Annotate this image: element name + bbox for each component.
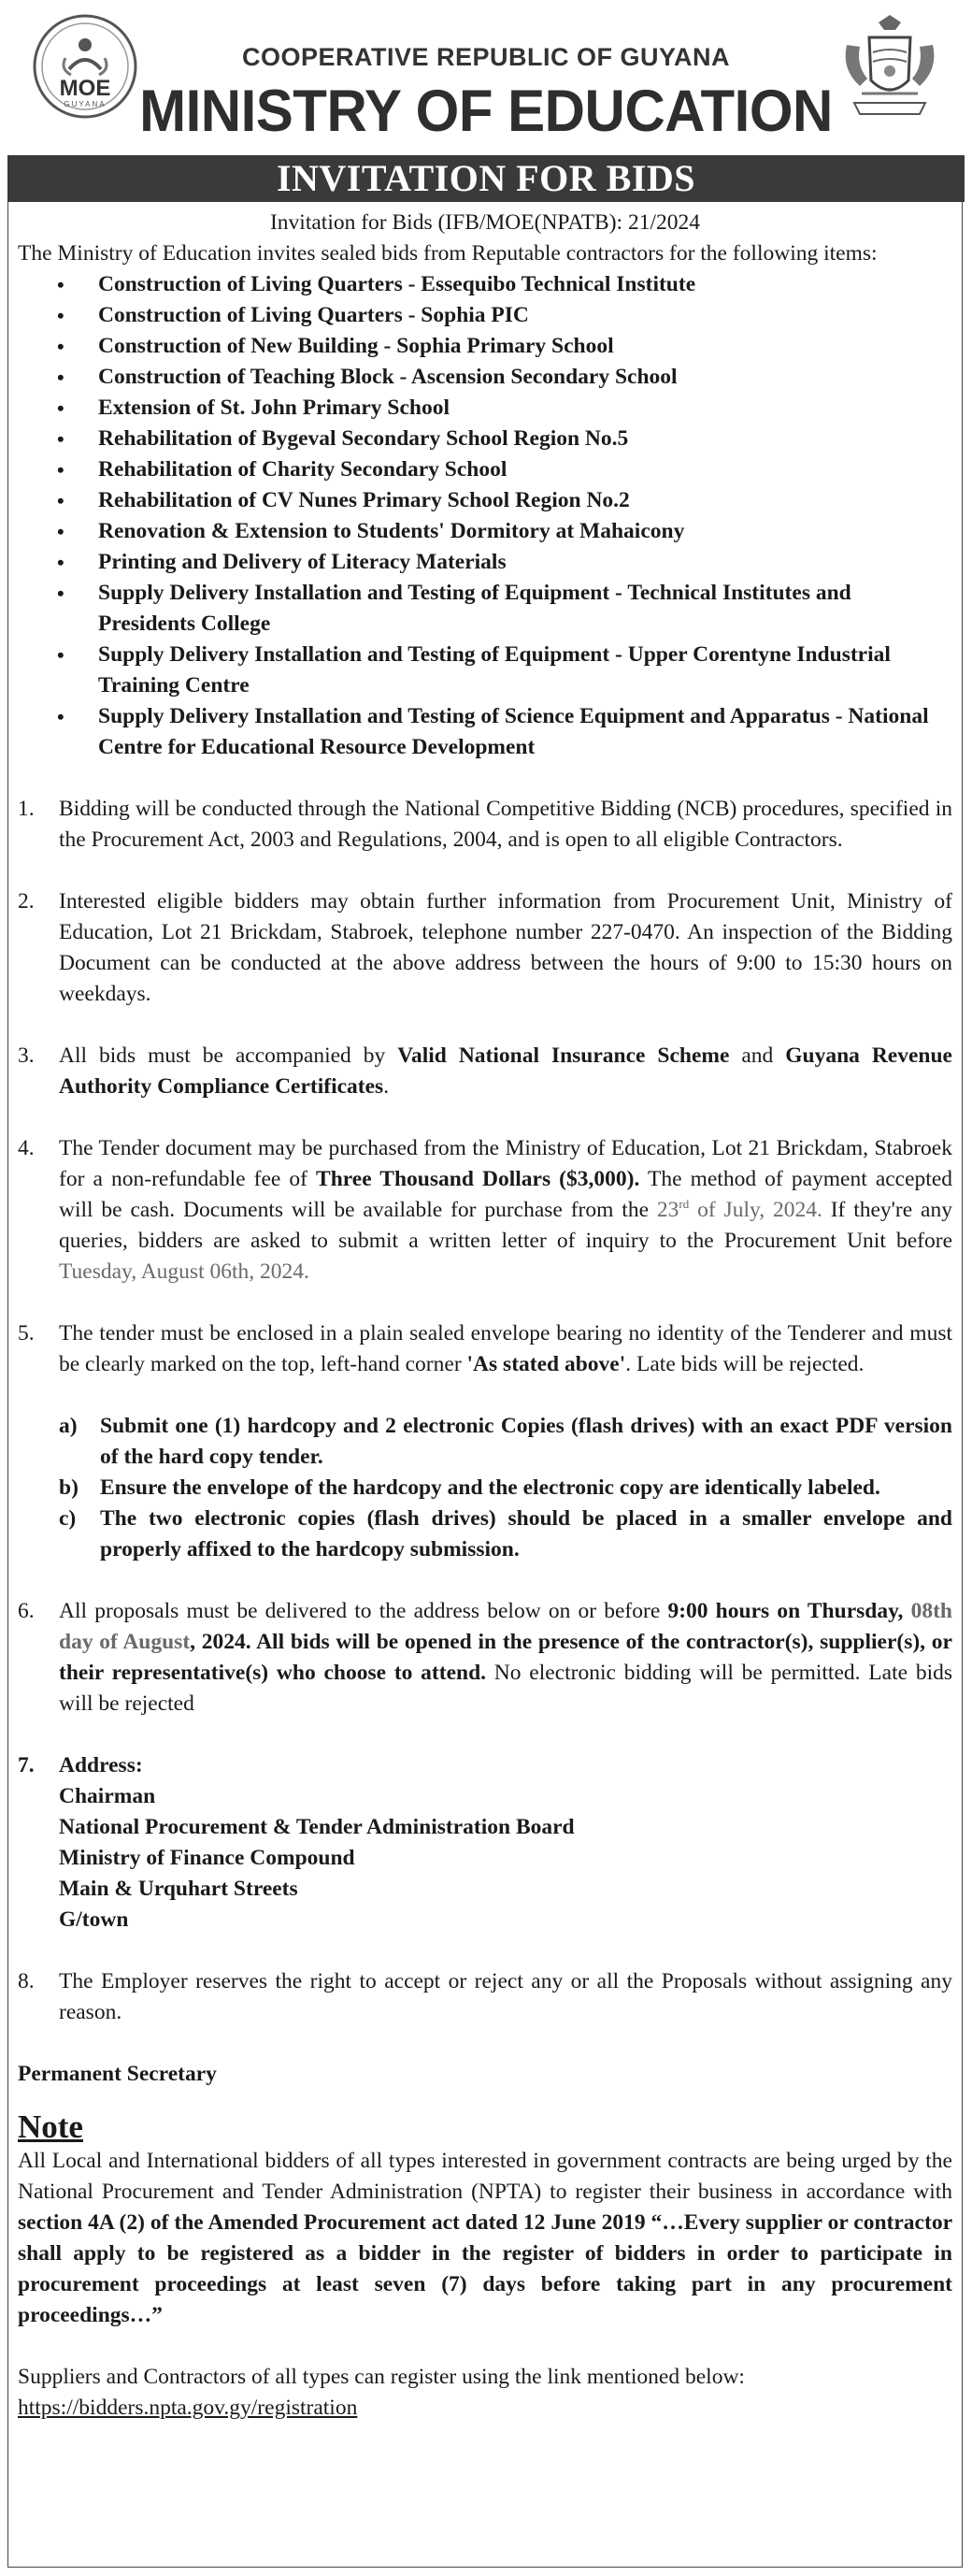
deadline-text: 9:00 hours on Thursday, xyxy=(667,1599,911,1623)
bid-item: • Rehabilitation of CV Nunes Primary School Region No.2 xyxy=(57,485,952,516)
clause-number: 1. xyxy=(18,797,35,821)
bid-item: • Renovation & Extension to Students' Dormitory at Mahaicony xyxy=(57,516,952,547)
intro-text: The Ministry of Education invites sealed bids from Reputable contractors for the following items: xyxy=(18,241,878,266)
note-title: Note xyxy=(18,2108,83,2145)
guyana-coat-of-arms-icon xyxy=(834,13,946,123)
bid-item: • Extension of St. John Primary School xyxy=(57,393,952,424)
clause-5-subitems xyxy=(18,1411,952,1565)
subitem-label: c) xyxy=(59,1506,77,1531)
subitem-text: Ensure the envelope of the hardcopy and the electronic copy are identically labeled. xyxy=(100,1475,880,1500)
inquiry-deadline: Tuesday, August 06th, 2024. xyxy=(59,1259,309,1284)
deadline-text: , 2024. All bids will be opened in the presence of the contractor(s), supplier(s), or their representative(s) who choose to attend. xyxy=(59,1630,952,1685)
address-line: Main & Urquhart Streets xyxy=(59,1877,298,1901)
tender-fee: Three Thousand Dollars ($3,000). xyxy=(316,1167,640,1191)
clause-5 xyxy=(18,1318,952,1380)
bid-reference: Invitation for Bids (IFB/MOE(NPATB): 21/2024 xyxy=(269,210,700,235)
clause-number: 4. xyxy=(18,1136,35,1160)
clause-1 xyxy=(18,794,952,856)
bid-item: • Construction of Living Quarters - Essequibo Technical Institute xyxy=(57,269,952,300)
subitem-label: a) xyxy=(59,1414,78,1438)
clause-text: The Tender document may be purchased from the Ministry of Education, Lot 21 Brickdam, Stabroek for a non-refundable fee of xyxy=(59,1136,952,1191)
bid-item: • Supply Delivery Installation and Testing of Equipment - Upper Corentyne Industrial Training Centre xyxy=(57,640,952,701)
moe-logo-text: MOE xyxy=(59,76,111,101)
clause-number: 5. xyxy=(18,1321,35,1346)
address-line: National Procurement & Tender Administration Board xyxy=(59,1815,575,1839)
country-name: COOPERATIVE REPUBLIC OF GUYANA xyxy=(241,43,731,71)
bid-item: • Rehabilitation of Charity Secondary School xyxy=(57,454,952,485)
date-ordinal: rd xyxy=(679,1197,690,1212)
moe-logo-subtext: GUYANA xyxy=(64,100,107,108)
clause-number: 7. xyxy=(18,1753,35,1777)
bid-item: • Supply Delivery Installation and Testing of Equipment - Technical Institutes and Presidents College xyxy=(57,578,952,640)
bid-item: • Printing and Delivery of Literacy Materials xyxy=(57,547,952,578)
clause-bold-text: 'As stated above' xyxy=(466,1352,626,1376)
bid-notice-content xyxy=(18,208,952,2424)
address-label: Address: xyxy=(59,1753,143,1777)
subitem-text: Submit one (1) hardcopy and 2 electronic Copies (flash drives) with an exact PDF version of the hard copy tender. xyxy=(100,1414,952,1469)
signoff: Permanent Secretary xyxy=(18,2062,217,2086)
clause-number: 8. xyxy=(18,1969,35,1993)
clause-4 xyxy=(18,1133,952,1288)
clause-text: and xyxy=(729,1043,786,1068)
deadline-date: 08th day of August xyxy=(59,1599,952,1654)
bid-item: • Rehabilitation of Bygeval Secondary School Region No.5 xyxy=(57,424,952,454)
bid-item: • Construction of Living Quarters - Sophia PIC xyxy=(57,300,952,331)
clause-text: The Employer reserves the right to accept or reject any or all the Proposals without assigning any reason. xyxy=(59,1969,952,2024)
availability-date: 23 xyxy=(656,1198,679,1222)
clause-text: Interested eligible bidders may obtain further information from Procurement Unit, Ministry of Education, Lot 21 Brickdam, Stabroek, telephone number 227-0470. An inspection of the Bidding Document can be conducted at the above address between the hours of 9:00 to 15:30 hours on weekdays. xyxy=(59,889,952,1006)
address-line: Ministry of Finance Compound xyxy=(59,1846,355,1870)
clause-number: 3. xyxy=(18,1043,35,1068)
bid-item: • Supply Delivery Installation and Testing of Science Equipment and Apparatus - National Centre for Educational Resource Development xyxy=(57,701,952,763)
clause-text: Bidding will be conducted through the National Competitive Bidding (NCB) procedures, specified in the Procurement Act, 2003 and Regulations, 2004, and is open to all eligible Contractors. xyxy=(59,797,952,852)
clause-text: All proposals must be delivered to the address below on or before xyxy=(59,1599,668,1623)
clause-text: The tender must be enclosed in a plain sealed envelope bearing no identity of the Tenderer and must be clearly marked on the top, left-hand corner xyxy=(59,1321,952,1376)
clause-bold-text: Guyana Revenue Authority Compliance Certificates xyxy=(59,1043,952,1099)
invitation-banner: INVITATION FOR BIDS xyxy=(7,155,965,202)
clause-number: 2. xyxy=(18,889,35,914)
clause-6 xyxy=(18,1596,952,1720)
clause-number: 6. xyxy=(18,1599,35,1623)
register-text: Suppliers and Contractors of all types can register using the link mentioned below: xyxy=(18,2365,745,2389)
subitem xyxy=(59,1473,952,1504)
clause-text: The method of payment accepted will be cash. Documents will be available for purchase from the xyxy=(59,1167,952,1222)
registration-link[interactable]: https://bidders.npta.gov.gy/registration xyxy=(18,2396,358,2420)
subitem-label: b) xyxy=(59,1475,79,1500)
note-body xyxy=(18,2146,952,2331)
clause-3 xyxy=(18,1041,952,1102)
clause-text: If they're any queries, bidders are asked to submit a written letter of inquiry to the Procurement Unit before xyxy=(59,1198,952,1253)
clause-text: . xyxy=(383,1074,390,1099)
ministry-title: MINISTRY OF EDUCATION xyxy=(139,78,833,144)
header xyxy=(7,7,965,155)
bid-items-list xyxy=(18,269,952,763)
subitem-text: The two electronic copies (flash drives) should be placed in a smaller envelope and properly affixed to the hardcopy submission. xyxy=(100,1506,952,1561)
subitem xyxy=(59,1504,952,1565)
clause-bold-text: Valid National Insurance Scheme xyxy=(397,1043,730,1068)
clause-text: No electronic bidding will be permitted. Late bids will be rejected xyxy=(59,1661,952,1716)
availability-date: of July, 2024. xyxy=(689,1198,822,1222)
note-bold-text: section 4A (2) of the Amended Procurement act dated 12 June 2019 “…Every supplier or contractor shall apply to be registered as a bidder in the register of bidders in order to participate in procurement proceedings at least seven (7) days before taking part in any procurement proceedings…” xyxy=(18,2210,952,2327)
clause-2 xyxy=(18,886,952,1010)
clause-7-address xyxy=(18,1750,952,1936)
clause-8 xyxy=(18,1966,952,2028)
clause-text: . Late bids will be rejected. xyxy=(625,1352,865,1376)
bid-item: • Construction of New Building - Sophia Primary School xyxy=(57,331,952,362)
note-text: All Local and International bidders of all types interested in government contracts are being urged by the National Procurement and Tender Administration (NPTA) to register their business in accordance with xyxy=(18,2149,952,2204)
subitem xyxy=(59,1411,952,1473)
address-line: Chairman xyxy=(59,1784,156,1808)
address-line: G/town xyxy=(59,1907,129,1932)
bid-item: • Construction of Teaching Block - Ascension Secondary School xyxy=(57,362,952,393)
clause-text: All bids must be accompanied by xyxy=(59,1043,398,1068)
